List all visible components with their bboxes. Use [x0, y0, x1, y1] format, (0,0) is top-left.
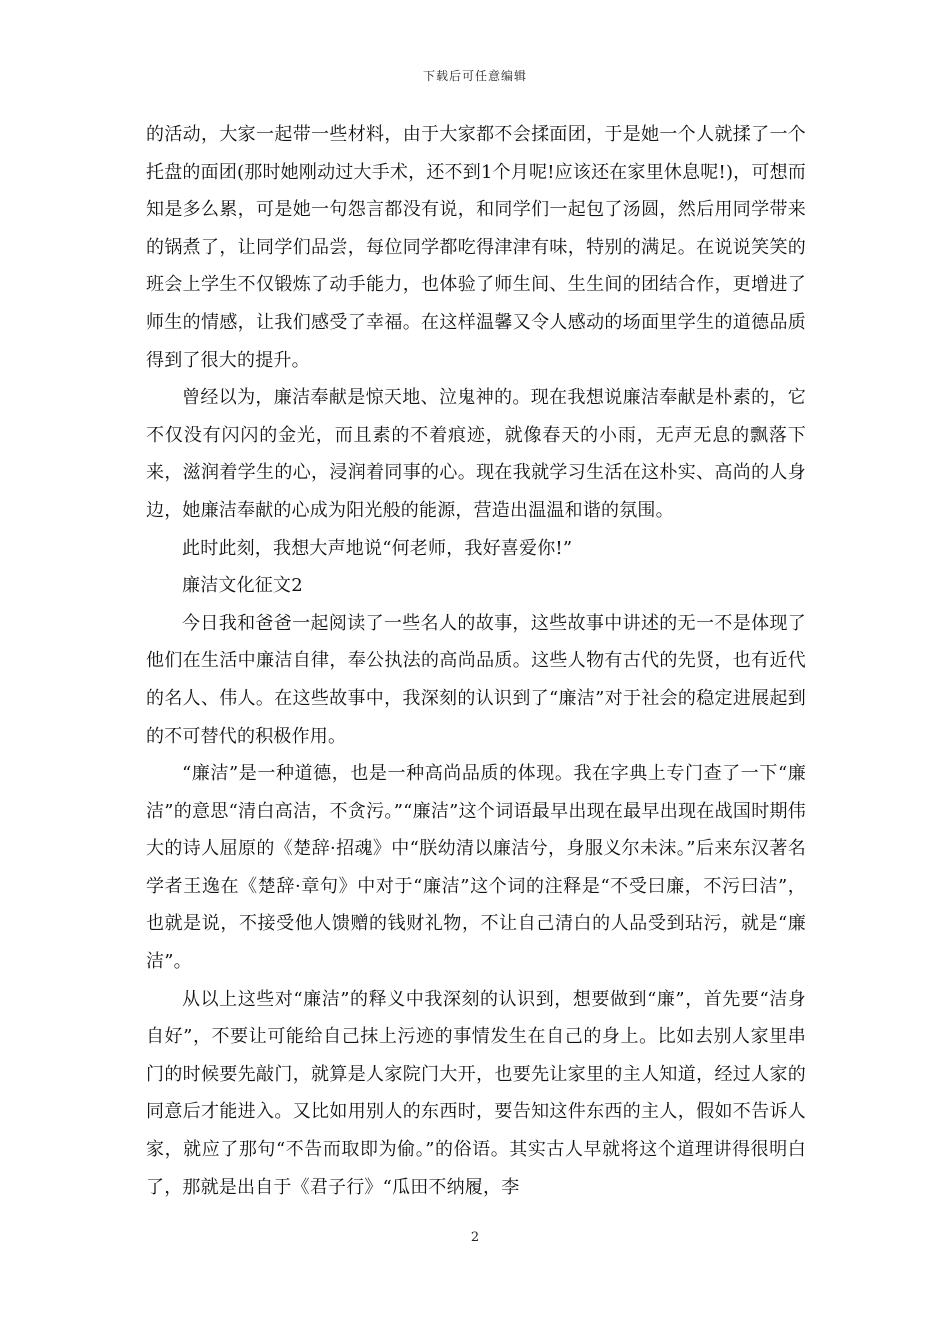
paragraph: 此时此刻，我想大声地说“何老师，我好喜爱你!” [182, 537, 573, 559]
page-header: 下载后可任意编辑 [422, 69, 527, 83]
paragraph: 从以上这些对“廉洁”的释义中我深刻的认识到，想要做到“廉”，首先要“洁身自好”，不要让可能给自己抹上污迹的事情发生在自己的身上。比如去别人家里串门的时候要先敲门，就算是人家院门大开，也要先让家里的主人知道，经过人家的同意后才能进入。又比如用别人的东西时，要告知这件东西的主人，假如不告诉人家，就应了那句“不告而取即为偷。”的俗语。其实古人早就将这个道理讲得很明白了，那就是出自于《君子行》“瓜田不纳履，李 [146, 988, 806, 1198]
paragraph: 曾经以为，廉洁奉献是惊天地、泣鬼神的。现在我想说廉洁奉献是朴素的，它不仅没有闪闪的金光，而且素的不着痕迹，就像春天的小雨，无声无息的飘落下来，滋润着学生的心，浸润着同事的心。现在我就学习生活在这朴实、高尚的人身边，她廉洁奉献的心成为阳光般的能源，营造出温温和谐的氛围。 [146, 387, 806, 521]
paragraph-continuation: 的活动，大家一起带一些材料，由于大家都不会揉面团，于是她一个人就揉了一个托盘的面团(那时她刚动过大手术，还不到1个月呢!应该还在家里休息呢!)，可想而知是多么累，可是她一句怨言都没有说，和同学们一起包了汤圆，然后用同学带来的锅煮了，让同学们品尝，每位同学都吃得津津有味，特别的满足。在说说笑笑的班会上学生不仅锻炼了动手能力，也体验了师生间、生生间的团结合作，更增进了师生的情感，让我们感受了幸福。在这样温馨又令人感动的场面里学生的道德品质得到了很大的提升。 [146, 124, 806, 371]
body-text [146, 116, 806, 1206]
page-number: 2 [470, 1230, 480, 1245]
paragraph: “廉洁”是一种道德，也是一种高尚品质的体现。我在字典上专门查了一下“廉洁”的意思“清白高洁，不贪污。”“廉洁”这个词语最早出现在最早出现在战国时期伟大的诗人屈原的《楚辞·招魂》中“朕幼清以廉洁兮，身服义尔未沫。”后来东汉著名学者王逸在《楚辞·章句》中对于“廉洁”这个词的注释是“不受曰廉，不污曰洁”，也就是说，不接受他人馈赠的钱财礼物，不让自己清白的人品受到玷污，就是“廉洁”。 [146, 763, 806, 973]
paragraph: 今日我和爸爸一起阅读了一些名人的故事，这些故事中讲述的无一不是体现了他们在生活中廉洁自律，奉公执法的高尚品质。这些人物有古代的先贤，也有近代的名人、伟人。在这些故事中，我深刻的认识到了“廉洁”对于社会的稳定进展起到的不可替代的积极作用。 [146, 612, 806, 747]
section-heading: 廉洁文化征文2 [182, 575, 303, 597]
